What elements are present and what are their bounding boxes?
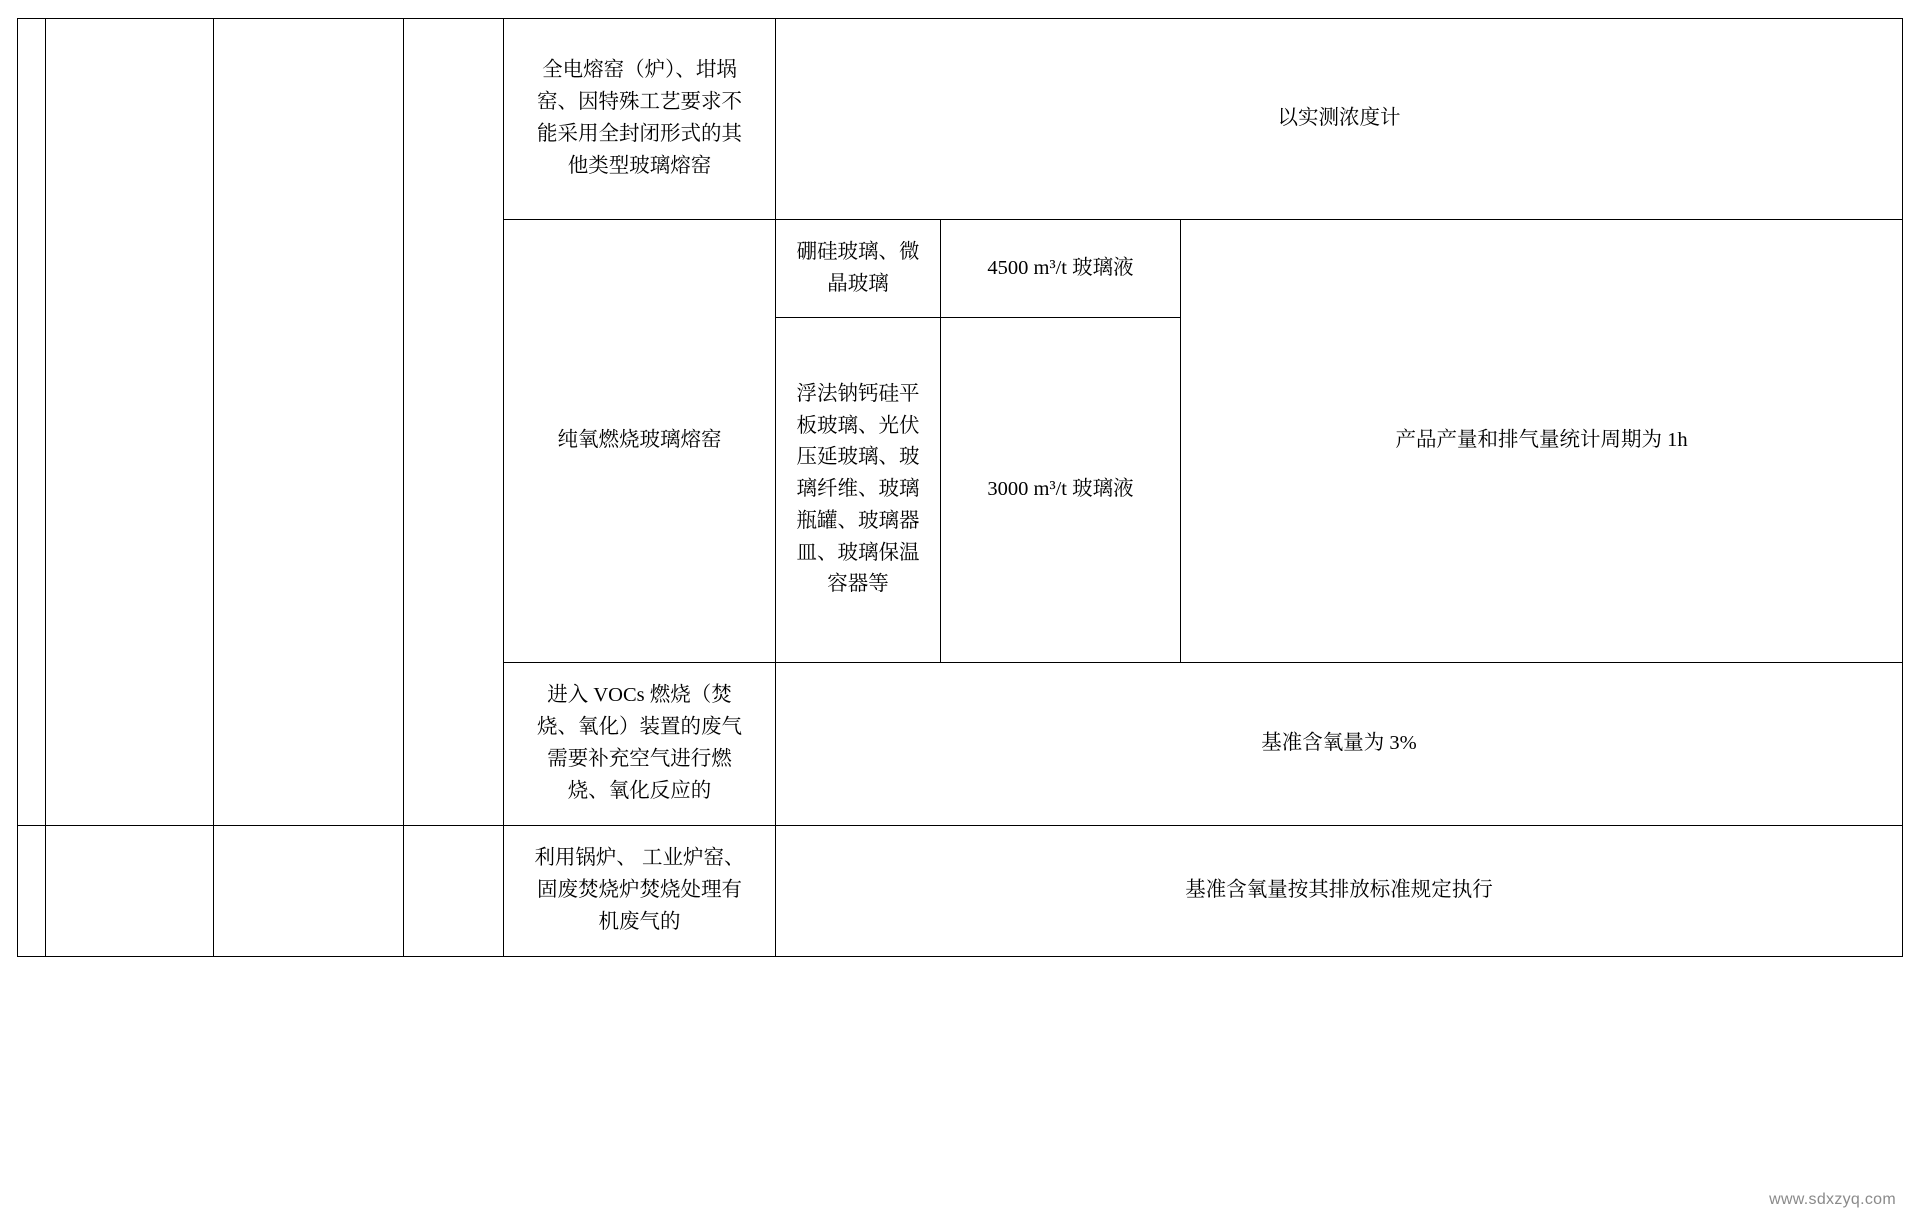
table-row [18,826,1903,957]
cell-empty-2b [46,826,214,957]
cell-empty-1 [18,19,46,826]
specification-table [17,18,1903,957]
cell-empty-3 [214,19,404,826]
cell-category-electric-furnace: 全电熔窑（炉）、坩埚窑、因特殊工艺要求不能采用全封闭形式的其他类型玻璃熔窑 [504,19,776,220]
cell-note-measured-concentration: 以实测浓度计 [776,19,1903,220]
cell-empty-4b [404,826,504,957]
cell-empty-3b [214,826,404,957]
cell-value-borosilicate: 4500 m³/t 玻璃液 [941,220,1181,318]
cell-category-oxy-fuel-furnace: 纯氧燃烧玻璃熔窑 [504,220,776,663]
cell-subtype-borosilicate: 硼硅玻璃、微晶玻璃 [776,220,941,318]
watermark-text: www.sdxzyq.com [1769,1191,1896,1208]
cell-category-boiler-incinerator: 利用锅炉、 工业炉窑、固废焚烧炉焚烧处理有机废气的 [504,826,776,957]
cell-note-oxygen-per-standard: 基准含氧量按其排放标准规定执行 [776,826,1903,957]
cell-value-float-glass: 3000 m³/t 玻璃液 [941,318,1181,663]
cell-category-vocs-combustion: 进入 VOCs 燃烧（焚烧、氧化）装置的废气需要补充空气进行燃烧、氧化反应的 [504,663,776,826]
cell-note-statistics-period: 产品产量和排气量统计周期为 1h [1181,220,1903,663]
cell-empty-2 [46,19,214,826]
cell-empty-1b [18,826,46,957]
cell-empty-4 [404,19,504,826]
cell-note-oxygen-3-percent: 基准含氧量为 3% [776,663,1903,826]
table-row [18,19,1903,220]
cell-subtype-float-glass: 浮法钠钙硅平板玻璃、光伏压延玻璃、玻璃纤维、玻璃瓶罐、玻璃器皿、玻璃保温容器等 [776,318,941,663]
